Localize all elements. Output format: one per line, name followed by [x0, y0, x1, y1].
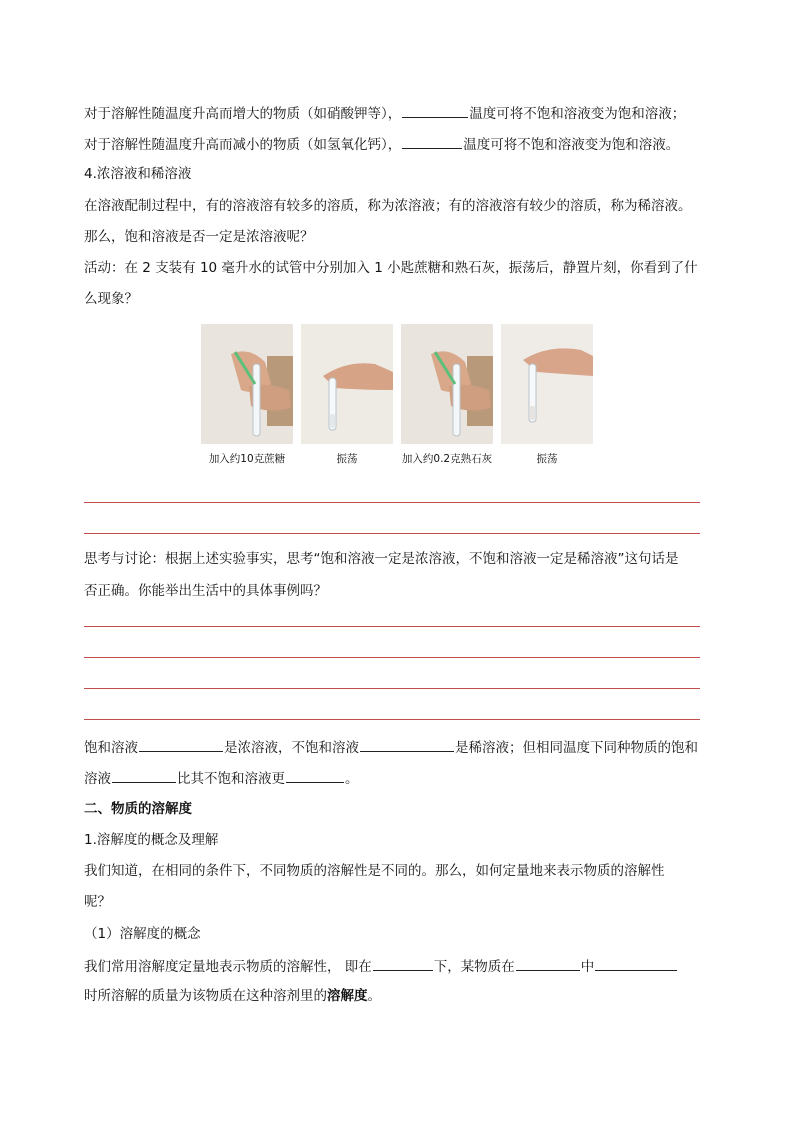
text-segment: 时所溶解的质量为该物质在这种溶剂里的	[84, 988, 327, 1004]
text-segment: 对于溶解性随温度升高而减小的物质（如氢氧化钙），	[84, 137, 402, 153]
text-line-15: 呢？	[84, 894, 111, 910]
activity-line-1: 活动：在 2 支装有 10 毫升水的试管中分别加入 1 小匙蔗糖和熟石灰，振荡后，静置片刻，你看到了什	[84, 260, 698, 276]
text-segment: 对于溶解性随温度升高而增大的物质（如硝酸钾等），	[84, 106, 402, 122]
discussion-line-1: 思考与讨论：根据上述实验事实，思考“饱和溶液一定是浓溶液，不饱和溶液一定是稀溶液”这句话是	[84, 551, 679, 567]
fill-blank-3[interactable]	[139, 737, 223, 752]
text-segment: 。	[367, 988, 381, 1004]
answer-line[interactable]	[84, 688, 700, 689]
text-segment: 中	[580, 959, 595, 975]
photo-shake-1	[301, 324, 393, 444]
answer-line[interactable]	[84, 719, 700, 720]
fill-blank-5[interactable]	[112, 768, 176, 783]
answer-line[interactable]	[84, 657, 700, 658]
fill-blank-2[interactable]	[402, 134, 462, 149]
text-segment: 比其不饱和溶液更	[177, 771, 285, 787]
activity-line-2: 么现象？	[84, 291, 138, 307]
answer-line[interactable]	[84, 533, 700, 534]
caption-add-lime: 加入约0.2克熟石灰	[401, 453, 493, 465]
fill-blank-6[interactable]	[286, 768, 344, 783]
text-segment: 溶液	[84, 771, 111, 787]
text-segment: 是稀溶液；但相同温度下同种物质的饱和	[455, 740, 698, 756]
answer-line[interactable]	[84, 626, 700, 627]
photo-add-lime-image	[401, 324, 493, 444]
fill-blank-4[interactable]	[360, 737, 454, 752]
fill-blank-1[interactable]	[402, 103, 468, 118]
subsection-heading-1: 1.溶解度的概念及理解	[84, 832, 219, 848]
caption-shake-2: 振荡	[536, 453, 558, 465]
text-line-5: 那么，饱和溶液是否一定是浓溶液呢？	[84, 229, 314, 245]
text-segment: 。	[345, 771, 359, 787]
photo-shake-2-image	[501, 324, 593, 444]
text-line-14: 我们知道，在相同的条件下，不同物质的溶解性是不同的。那么，如何定量地来表示物质的溶解性	[84, 863, 665, 879]
fill-blank-7[interactable]	[373, 956, 433, 971]
text-line-18	[84, 987, 381, 1005]
text-segment: 温度可将不饱和溶液变为饱和溶液；	[469, 106, 686, 122]
subsection-heading-2: （1）溶解度的概念	[84, 926, 201, 942]
text-segment: 是浓溶液，不饱和溶液	[224, 740, 359, 756]
fill-blank-8[interactable]	[516, 956, 580, 971]
text-line-17	[84, 956, 678, 976]
text-segment: 我们常用溶解度定量地表示物质的溶解性， 即在	[84, 959, 372, 975]
photo-shake-2	[501, 324, 593, 444]
photo-add-sugar-image	[201, 324, 293, 444]
text-line-1	[84, 103, 685, 123]
text-segment: 温度可将不饱和溶液变为饱和溶液。	[463, 137, 680, 153]
caption-shake-1: 振荡	[336, 453, 358, 465]
term-solubility: 溶解度	[327, 988, 368, 1004]
text-line-11	[84, 768, 359, 788]
photo-add-sugar	[201, 324, 293, 444]
text-line-10	[84, 737, 698, 757]
caption-add-sugar: 加入约10克蔗糖	[208, 453, 286, 465]
text-segment: 下，某物质在	[433, 959, 515, 975]
section-heading-2: 二、物质的溶解度	[84, 801, 192, 817]
photo-add-lime	[401, 324, 493, 444]
answer-line[interactable]	[84, 502, 700, 503]
photo-shake-1-image	[301, 324, 393, 444]
discussion-line-2: 否正确。你能举出生活中的具体事例吗？	[84, 583, 327, 599]
text-segment: 饱和溶液	[84, 740, 138, 756]
text-line-2	[84, 134, 679, 154]
text-line-4: 在溶液配制过程中，有的溶液溶有较多的溶质，称为浓溶液；有的溶液溶有较少的溶质，称为稀溶液。	[84, 198, 692, 214]
fill-blank-9[interactable]	[595, 956, 677, 971]
section-heading-4: 4.浓溶液和稀溶液	[84, 166, 192, 182]
